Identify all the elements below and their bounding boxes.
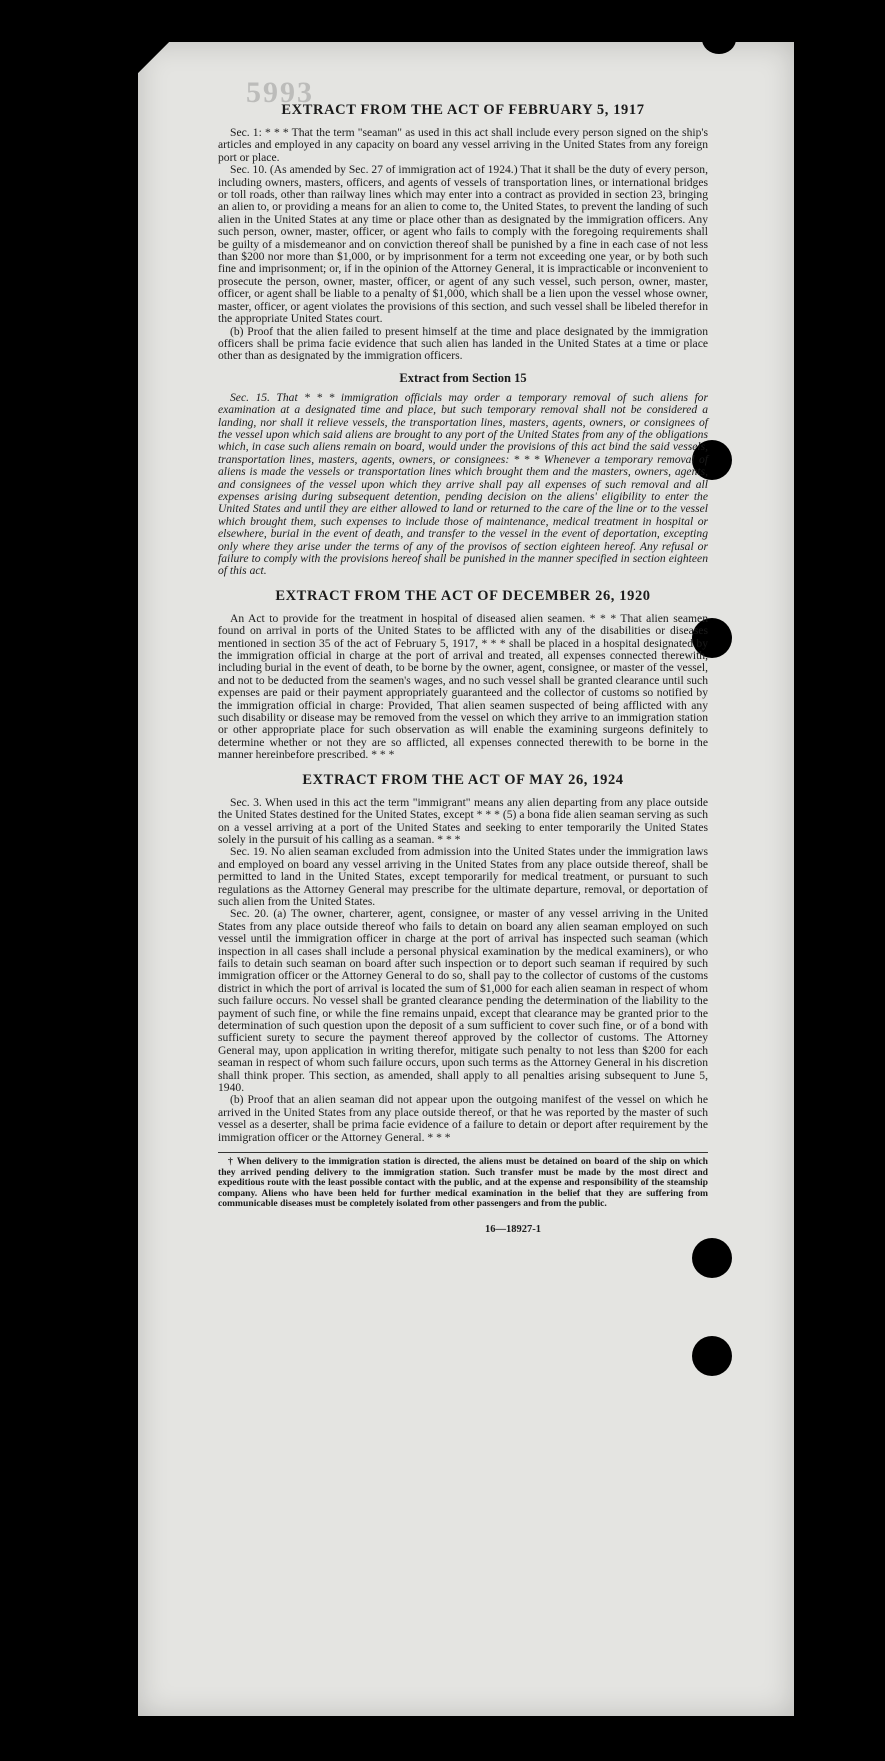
footnote: † When delivery to the immigration station is directed, the aliens must be detained on board of the ship on which they arrived pending delivery to the immigration station. Such transfer must be made by the most direct and expeditious route with the least possible contact with the public, and at the expense and responsibility of the steamship company. Aliens who have been held for further medical examination in the belief that they are suffering from communicable diseases must be completely isolated from other passengers and from the public. xyxy=(218,1156,708,1210)
punch-hole xyxy=(702,42,736,54)
section-heading-may-1924: EXTRACT FROM THE ACT OF MAY 26, 1924 xyxy=(302,771,624,788)
sec-20b-paragraph: (b) Proof that an alien seaman did not appear upon the outgoing manifest of the vessel on which he arrived in the United States from any place outside thereof, or that he was reported by the master of such vessel as a deserter, shall be prima facie evidence of a failure to detain or deport after requirement by the immigration officer or the Attorney General. * * * xyxy=(218,1093,708,1144)
sec-20a-paragraph: Sec. 20. (a) The owner, charterer, agent, consignee, or master of any vessel arriving in the United States from any place outside thereof who fails to detain on board any alien seaman employed on such vessel until the immigration officer in charge at the port of arrival has inspected such seaman (which inspection in all cases shall include a personal physical examination by the medical examiners), or who fails to detain such seaman on board after such inspection or to deport such seaman if required by such immigration officer or the Attorney General to do so, shall pay to the collector of customs of the customs district in which the port of arrival is located the sum of $1,000 for each alien seaman in respect of whom such failure occurs. No vessel shall be granted clearance pending the determination of the liability to the payment of such fine, or while the fine remains unpaid, except that clearance may be granted prior to the determination of such question upon the deposit of a sum sufficient to cover such fine, or of a bond with sufficient surety to secure the payment thereof approved by the collector of customs. The Attorney General may, upon application in writing therefor, mitigate such penalty to not less than $200 for each seaman in respect of whom such failure occurs, upon such terms as the Attorney General in his discretion shall think proper. This section, as amended, shall apply to all penalties arising subsequent to June 5, 1940. xyxy=(218,907,708,1095)
sec-10-paragraph: Sec. 10. (As amended by Sec. 27 of immigration act of 1924.) That it shall be the duty of every person, including owners, masters, officers, and agents of vessels of transportation lines, or international bridges or toll roads, other than railway lines which may enter into a contract as provided in section 23, bringing an alien to, or providing a means for an alien to come to, the United States, to prevent the landing of such alien in the United States at any time or place other than as designated by the immigration officers. Any such person, owner, master, officer, or agent who fails to comply with the foregoing requirements shall be guilty of a misdemeanor and on conviction thereof shall be punished by a fine in each case of not less than $200 nor more than $1,000, or by imprisonment for a term not exceeding one year, or by both such fine and imprisonment; or, if in the opinion of the Attorney General, it is impracticable or inconvenient to prosecute the person, owner, master, officer, or agent of any such vessel, such person, owner, master, officer, or agent shall be liable to a penalty of $1,000, which shall be a lien upon the vessel whose owner, master, officer, or agent violates the provisions of this section, and such vessel shall be libeled therefor in the appropriate United States court. xyxy=(218,163,708,326)
sec-19-paragraph: Sec. 19. No alien seaman excluded from admission into the United States under the immigration laws and employed on board any vessel arriving in the United States from any place outside thereof, shall be permitted to land in the United States, except temporarily for medical treatment, or pursuant to such regulations as the Attorney General may prescribe for the ultimate departure, removal, or deportation of such alien from the United States. xyxy=(218,845,708,908)
footnote-divider xyxy=(218,1152,708,1153)
sec-15-paragraph: Sec. 15. That * * * immigration officials may order a temporary removal of such aliens for examination at a designated time and place, but such temporary removal shall not be considered a landing, nor shall it relieve vessels, the transportation lines, masters, agents, owners, or consignees of the vessel upon which said aliens are brought to any port of the United States from any of the obligations which, in case such aliens remain on board, would under the provisions of this act bind the said vessels, transportation lines, masters, agents, owners, or consignees: * * * Whenever a temporary removal of aliens is made the vessels or transportation lines which brought them and the masters, owners, agents, and consignees of the vessel upon which they arrive shall pay all expenses of such removal and all expenses arising during subsequent detention, pending decision on the aliens' eligibility to enter the United States and until they are either allowed to land or returned to the care of the line or to the vessel which brought them, such expenses to include those of maintenance, medical treatment in hospital or elsewhere, burial in the event of death, and transfer to the vessel in the event of deportation, excepting only where they arise under the terms of any of the provisos of section eighteen hereof. Any refusal or failure to comply with the provisions hereof shall be punished in the manner specified in section eighteen of this act. xyxy=(218,390,708,578)
page-corner-fold xyxy=(138,42,169,73)
document-page xyxy=(138,42,794,1716)
sec-10b-paragraph: (b) Proof that the alien failed to present himself at the time and place designated by the immigration officers shall be prima facie evidence that such alien has landed in the United States at a time or place other than as designated by the immigration officers. xyxy=(218,324,708,363)
document-body xyxy=(218,102,708,1235)
section-heading-feb-1917: EXTRACT FROM THE ACT OF FEBRUARY 5, 1917 xyxy=(281,102,645,118)
dec-1920-paragraph: An Act to provide for the treatment in hospital of diseased alien seamen. * * * That alien seamen found on arrival in ports of the United States to be afflicted with any of the disabilities or diseases mentioned in section 35 of the act of February 5, 1917, * * * shall be placed in a hospital designated by the immigration official in charge at the port of arrival and treated, all expenses connected therewith, including burial in the event of death, to be borne by the owner, agent, consignee, or master of the vessel, and not to be deducted from the seamen's wages, and no such vessel shall be granted clearance until such expenses are paid or their payment appropriately guaranteed and the collector of customs so notified by the immigration official in charge: Provided, That alien seamen suspected of being afflicted with any such disability or disease may be removed from the vessel on which they arrive to an immigration station or other appropriate place for such observation as will enable the examining surgeons definitely to determine whether or not they are so afflicted, all expenses connected therewith to be borne in the manner hereinbefore prescribed. * * * xyxy=(218,611,708,762)
punch-hole xyxy=(692,1238,732,1278)
section-heading-dec-1920: EXTRACT FROM THE ACT OF DECEMBER 26, 1920 xyxy=(275,587,651,604)
section-heading-sec-15: Extract from Section 15 xyxy=(399,370,527,385)
form-code: 16—18927-1 xyxy=(485,1224,541,1236)
faded-stamp: 5993 xyxy=(246,76,314,109)
sec-1-paragraph: Sec. 1: * * * That the term "seaman" as used in this act shall include every person signed on the ship's articles and employed in any capacity on board any vessel arriving in the United States from any foreign port or place. xyxy=(218,126,708,164)
punch-hole xyxy=(692,1336,732,1376)
sec-3-paragraph: Sec. 3. When used in this act the term "immigrant" means any alien departing from any place outside the United States destined for the United States, except * * * (5) a bona fide alien seaman serving as such on a vessel arriving at a port of the United States and seeking to enter temporarily the United States solely in the pursuit of his calling as a seaman. * * * xyxy=(218,795,708,846)
